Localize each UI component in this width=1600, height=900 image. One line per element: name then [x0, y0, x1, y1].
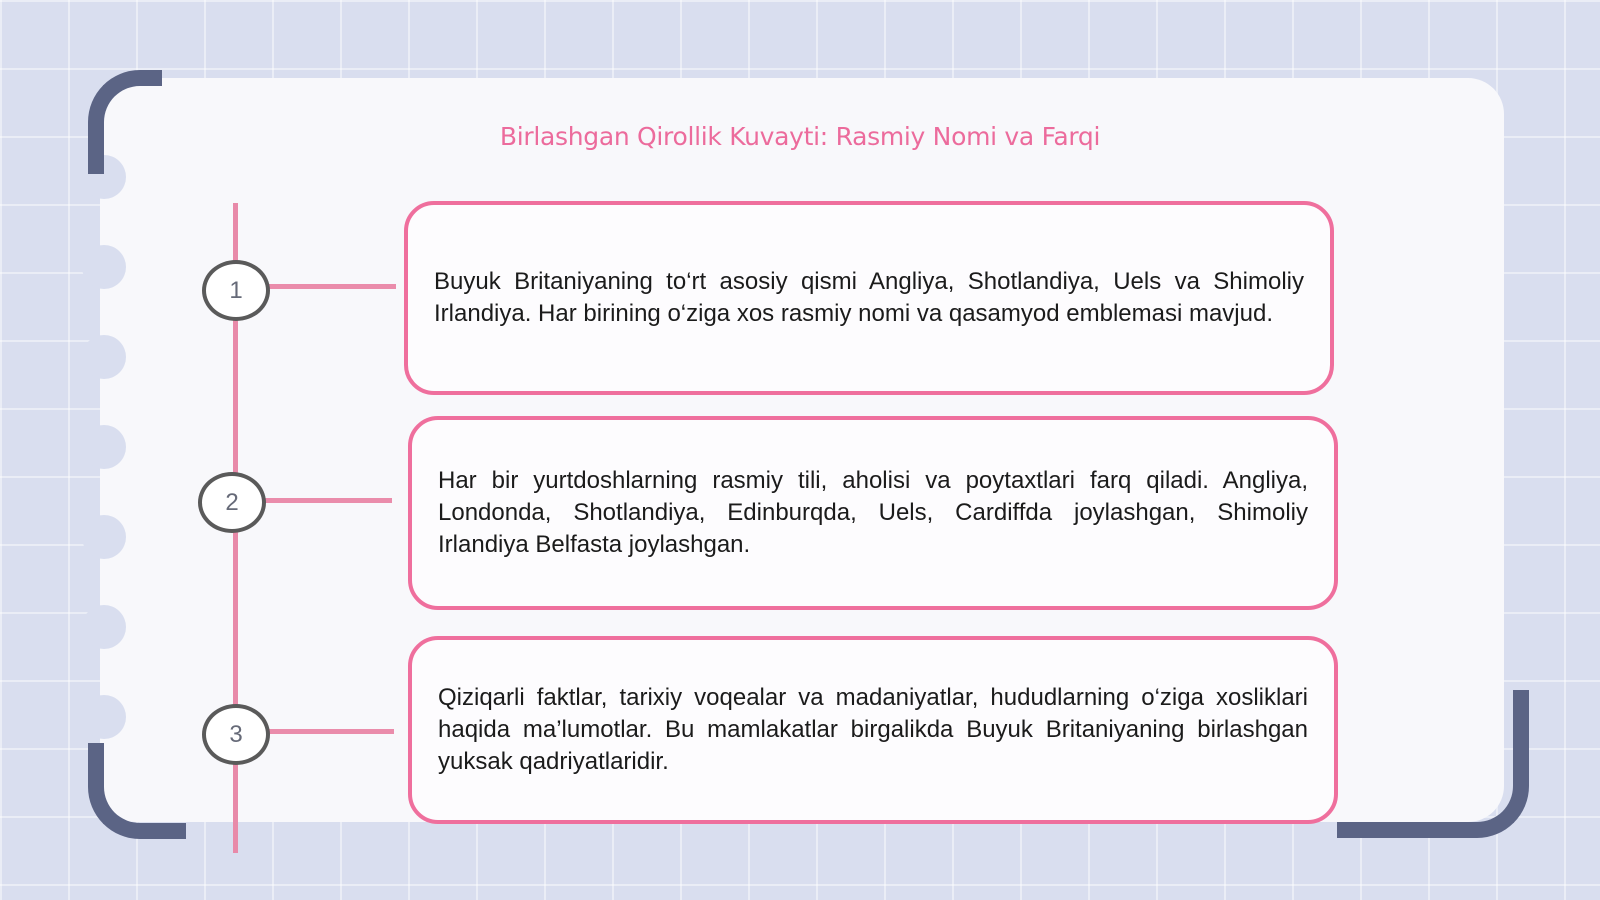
card-edge-scallop	[82, 245, 126, 289]
card-edge-scallop	[82, 425, 126, 469]
timeline-connector-1	[266, 284, 396, 289]
card-edge-scallop	[82, 515, 126, 559]
info-box-1	[404, 201, 1334, 395]
info-text-1: Buyuk Britaniyaning to‘rt asosiy qismi Angliya, Shotlandiya, Uels va Shimoliy Irlandiya. Har birining o‘ziga xos rasmiy nomi va qasamyod emblemasi mavjud.	[434, 268, 1304, 327]
card-edge-scallop	[82, 695, 126, 739]
info-box-2	[408, 416, 1338, 610]
timeline-connector-2	[262, 498, 392, 503]
slide-title: Birlashgan Qirollik Kuvayti: Rasmiy Nomi va Farqi	[499, 122, 1101, 151]
info-text-3: Qiziqarli faktlar, tarixiy voqealar va madaniyatlar, hududlarning o‘ziga xosliklari haqida ma’lumotlar. Bu mamlakatlar birgalikda Buyuk Britaniyaning birlashgan yuksak qadriyatlaridir.	[438, 684, 1308, 775]
info-text-2: Har bir yurtdoshlarning rasmiy tili, aholisi va poytaxtlari farq qiladi. Angliya, Londonda, Shotlandiya, Edinburqda, Uels, Cardiffda joylashgan, Shimoliy Irlandiya Belfasta joylashgan.	[438, 467, 1308, 558]
card-edge-scallop	[82, 605, 126, 649]
corner-bracket-bottom-left	[88, 743, 186, 839]
corner-bracket-bottom-right	[1337, 690, 1529, 838]
step-number-2: 2	[198, 472, 266, 533]
step-number-1: 1	[202, 260, 270, 321]
card-edge-scallop	[82, 335, 126, 379]
step-number-3: 3	[202, 704, 270, 765]
timeline-connector-3	[266, 729, 394, 734]
info-box-3	[408, 636, 1338, 824]
